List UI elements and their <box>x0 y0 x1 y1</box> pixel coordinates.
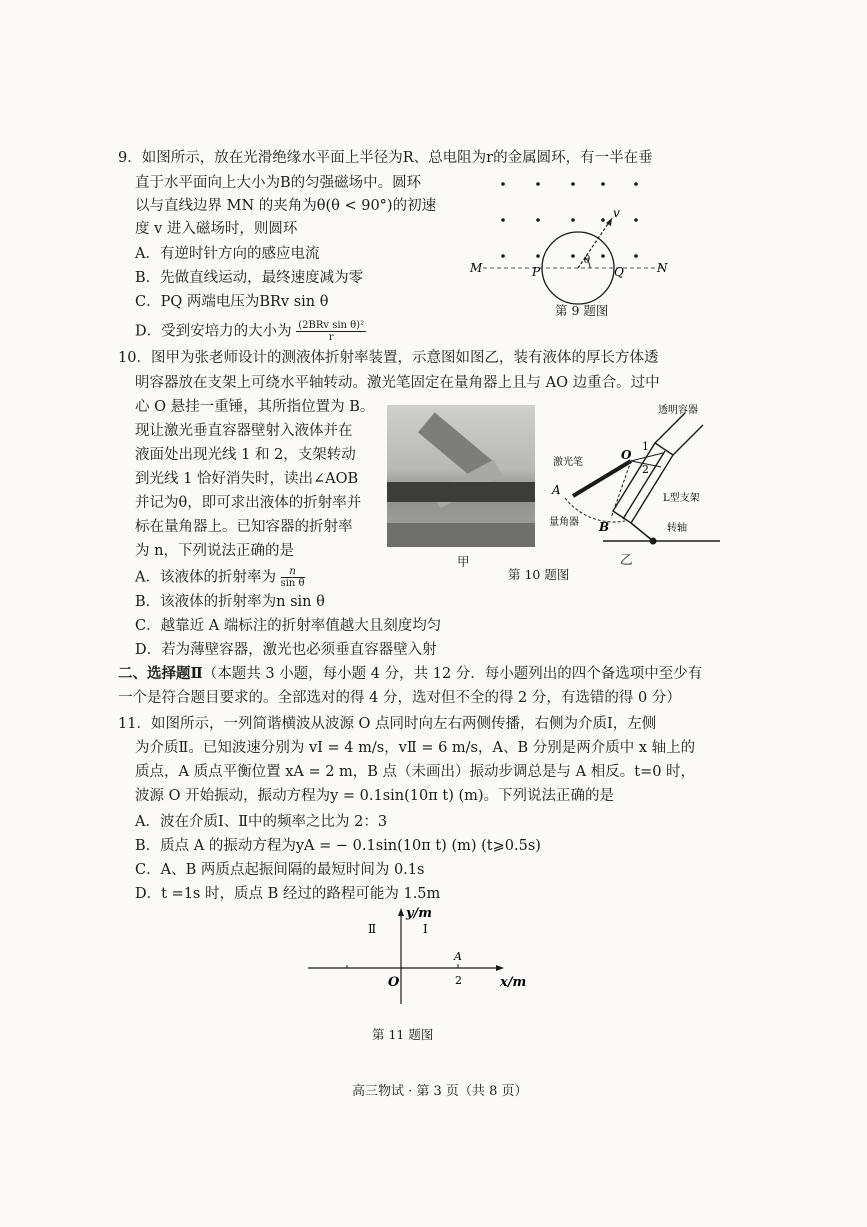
label-q: Q <box>614 265 624 279</box>
q11-option-a: A．波在介质Ⅰ、Ⅱ中的频率之比为 2：3 <box>135 814 388 830</box>
q9-caption: 第 9 题图 <box>555 303 609 318</box>
q10-label-yi: 乙 <box>620 552 633 567</box>
q11-line-3: 质点，A 质点平衡位置 xA = 2 m，B 点（未画出）振动步调总是与 A 相反。t=0 时， <box>135 764 696 780</box>
q10-fraction-denominator: sin θ <box>280 578 305 589</box>
label-b: B <box>599 520 610 534</box>
label-m: M <box>470 261 483 275</box>
label-a: A <box>454 950 462 963</box>
section-2-line-1 <box>118 664 702 684</box>
label-o: O <box>621 448 632 462</box>
q9-fraction-numerator: (2BRv sin θ)² <box>298 320 365 331</box>
q10-line-7: 并记为θ，即可求出液体的折射率并 <box>135 495 362 511</box>
q9-line-4: 度 v 进入磁场时，则圆环 <box>135 221 298 237</box>
q11-line-4: 波源 O 开始振动，振动方程为y = 0.1sin(10π t) (m)。下列说法正确的是 <box>135 788 615 804</box>
q10-line-3: 心 O 悬挂一重锤，其所指位置为 B。 <box>135 399 375 415</box>
label-medium-2: Ⅱ <box>368 922 377 936</box>
label-o: O <box>388 975 400 990</box>
label-v: v <box>613 206 620 220</box>
q10-line-4: 现让激光垂直容器壁射入液体并在 <box>135 423 353 439</box>
q10-line-9: 为 n，下列说法正确的是 <box>135 543 294 559</box>
q9-line-3: 以与直线边界 MN 的夹角为θ(θ < 90°)的初速 <box>135 198 437 214</box>
y-axis-arrow <box>398 908 404 916</box>
q9-figure <box>465 172 685 322</box>
label-ray-2: 2 <box>642 463 649 476</box>
q10-line-2: 明容器放在支架上可绕水平轴转动。激光笔固定在量角器上且与 AO 边重合。过中 <box>135 375 660 391</box>
label-stand: L型支架 <box>663 493 700 504</box>
q10-caption: 第 10 题图 <box>508 567 570 582</box>
section-2-line-2: 一个是符合题目要求的。全部选对的得 4 分，选对但不全的得 2 分，有选错的得 0 分） <box>118 690 681 706</box>
q11-option-d: D．t =1s 时，质点 B 经过的路程可能为 1.5m <box>135 886 441 902</box>
q10-schematic-yi <box>545 403 725 553</box>
q9-option-d-prefix: D．受到安培力的大小为 <box>135 323 292 340</box>
q10-option-a-prefix: A．该液体的折射率为 <box>135 569 276 586</box>
label-n: N <box>657 261 668 275</box>
page-footer: 高三物试 · 第 3 页（共 8 页） <box>352 1084 528 1099</box>
label-p: P <box>532 265 541 279</box>
label-a: A <box>552 483 561 497</box>
label-y: y/m <box>406 906 433 921</box>
q11-caption: 第 11 题图 <box>372 1027 434 1042</box>
q9-option-c: C．PQ 两端电压为BRv sin θ <box>135 294 329 310</box>
q10-option-a-fraction <box>281 566 305 589</box>
section-2-instructions: （本题共 3 小题，每小题 4 分，共 12 分．每小题列出的四个备选项中至少有 <box>202 666 703 682</box>
q10-photo-jia <box>387 405 535 547</box>
label-axis: 转轴 <box>667 523 687 534</box>
ray-1 <box>631 453 663 461</box>
magnetic-field-dots <box>501 182 638 258</box>
q9-option-d-fraction <box>296 320 366 343</box>
rotation-axis <box>650 538 657 545</box>
label-2: 2 <box>455 974 462 987</box>
l-stand <box>631 523 653 541</box>
q11-line-1: 11．如图所示，一列简谐横波从波源 O 点同时向左右两侧传播，右侧为介质Ⅰ，左侧 <box>118 716 657 732</box>
label-protractor: 量角器 <box>549 517 579 528</box>
q10-option-b: B．该液体的折射率为n sin θ <box>135 594 325 610</box>
q9-option-d <box>135 320 366 343</box>
q11-line-2: 为介质Ⅱ。已知波速分别为 vⅠ = 4 m/s，vⅡ = 6 m/s，A、B 分别是两介质中 x 轴上的 <box>135 740 696 756</box>
q10-option-a <box>135 566 305 589</box>
label-ray-1: 1 <box>642 440 649 453</box>
q11-option-c: C．A、B 两质点起振间隔的最短时间为 0.1s <box>135 862 425 878</box>
q10-line-8: 标在量角器上。已知容器的折射率 <box>135 519 353 535</box>
q10-label-jia: 甲 <box>457 554 470 569</box>
q10-option-c: C．越靠近 A 端标注的折射率值越大且刻度均匀 <box>135 618 442 634</box>
q10-line-6: 到光线 1 恰好消失时，读出∠AOB <box>135 471 359 487</box>
q10-fraction-numerator: n <box>281 566 305 578</box>
q9-option-a: A．有逆时针方向的感应电流 <box>135 246 320 262</box>
q11-figure <box>300 902 540 1012</box>
q11-option-b: B．质点 A 的振动方程为yA = − 0.1sin(10π t) (m) (t⩾0.5s) <box>135 838 541 854</box>
q9-option-b: B．先做直线运动，最终速度减为零 <box>135 270 364 286</box>
label-laser: 激光笔 <box>553 457 583 468</box>
x-axis-arrow <box>496 965 504 971</box>
q9-fraction-denominator: r <box>328 332 334 343</box>
q10-option-d: D．若为薄壁容器，激光也必须垂直容器壁入射 <box>135 642 437 658</box>
q9-line-1: 9．如图所示，放在光滑绝缘水平面上半径为R、总电阻为r的金属圆环，有一半在垂 <box>118 150 653 166</box>
label-theta: θ <box>584 255 591 266</box>
q9-line-2: 直于水平面向上大小为B的匀强磁场中。圆环 <box>135 175 422 191</box>
section-2-title: 二、选择题Ⅱ <box>118 665 203 682</box>
label-container: 透明容器 <box>658 405 698 416</box>
q10-line-1: 10．图甲为张老师设计的测液体折射率装置，示意图如图乙，装有液体的厚长方体透 <box>118 350 659 366</box>
transparent-container <box>613 413 703 523</box>
q10-line-5: 液面处出现光线 1 和 2，支架转动 <box>135 447 356 463</box>
label-x: x/m <box>500 975 527 990</box>
label-medium-1: Ⅰ <box>423 922 428 936</box>
